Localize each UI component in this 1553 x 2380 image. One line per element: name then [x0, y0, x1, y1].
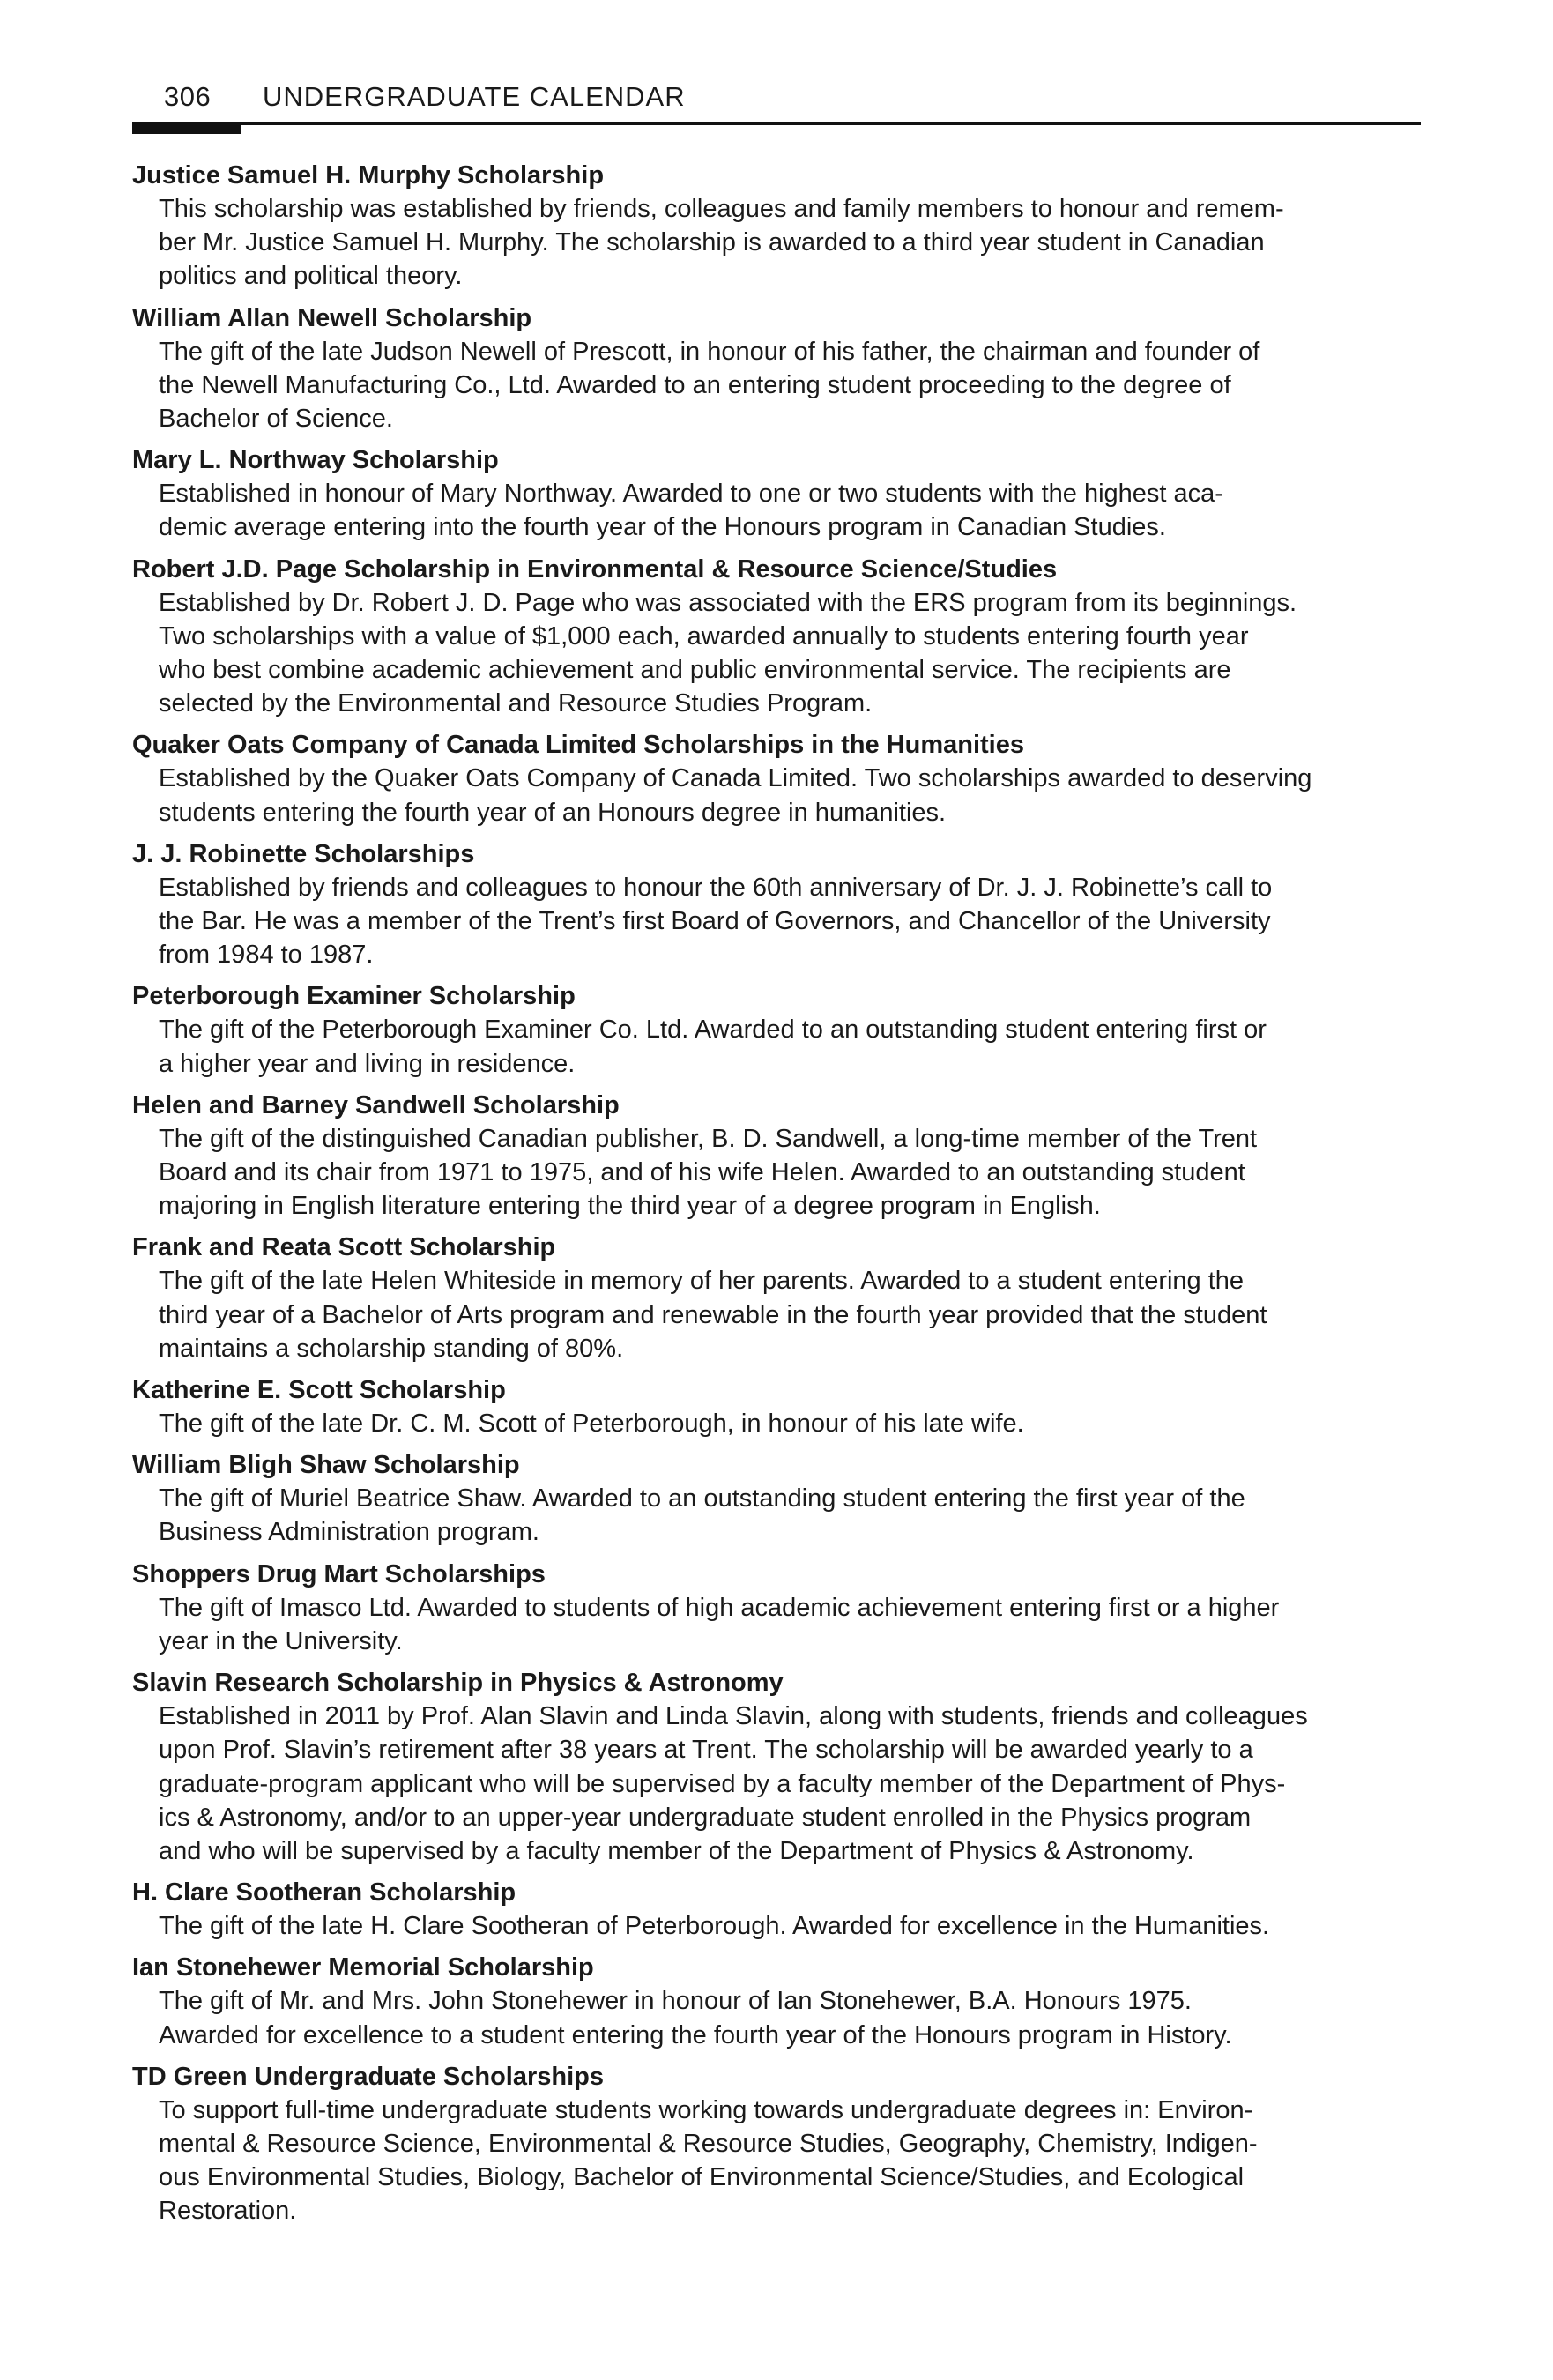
scholarship-description: The gift of the Peterborough Examiner Co. Ltd. Awarded to an outstanding student entering first or a higher year and living in residence. — [159, 1015, 1267, 1078]
scholarship-title: Justice Samuel H. Murphy Scholarship — [132, 161, 605, 190]
scholarship-description: The gift of Mr. and Mrs. John Stonehewer in honour of Ian Stonehewer, B.A. Honours 1975. Awarded for excellence to a student entering the fourth year of the Honours program in History. — [159, 1987, 1232, 2049]
scholarship-title: Quaker Oats Company of Canada Limited Scholarships in the Humanities — [132, 731, 1024, 760]
scholarship-title: Peterborough Examiner Scholarship — [132, 982, 576, 1011]
scholarship-description: To support full-time undergraduate students working towards undergraduate degrees in: Environ- mental & Resource Science, Environmental & Resource Studies, Geography, Chemistry, Indigen- ous Environmental Studies, Biology, Bachelor of Environmental Science/Studies, and Ecological Restoration. — [159, 2095, 1258, 2226]
page-number: 306 — [164, 81, 212, 112]
scholarship-description: Established by the Quaker Oats Company of Canada Limited. Two scholarships awarded to deserving students entering the fourth year of an Honours degree in humanities. — [159, 764, 1312, 827]
scholarship-description: The gift of Muriel Beatrice Shaw. Awarded to an outstanding student entering the first year of the Business Administration program. — [159, 1484, 1245, 1547]
scholarship-description: This scholarship was established by friends, colleagues and family members to honour and remem- ber Mr. Justice Samuel H. Murphy. The scholarship is awarded to a third year student in Canadian politics and political theory. — [159, 195, 1284, 291]
scholarship-description: The gift of the late Judson Newell of Prescott, in honour of his father, the chairman and founder of the Newell Manufacturing Co., Ltd. Awarded to an entering student proceeding to the degree of Bachelor of Science. — [159, 337, 1260, 434]
scholarship-entry — [132, 1231, 1428, 1365]
scholarship-title: Frank and Reata Scott Scholarship — [132, 1233, 556, 1262]
scholarship-description: The gift of the late H. Clare Sootheran of Peterborough. Awarded for excellence in the Humanities. — [159, 1912, 1270, 1941]
scholarship-title: Slavin Research Scholarship in Physics & Astronomy — [132, 1669, 784, 1698]
scholarship-entry — [132, 1373, 1428, 1440]
scholarship-entry — [132, 159, 1428, 294]
scholarship-entry — [132, 1876, 1428, 1943]
scholarship-title: Ian Stonehewer Memorial Scholarship — [132, 1953, 594, 1982]
scholarship-entry — [132, 837, 1428, 972]
scholarship-entry — [132, 979, 1428, 1080]
scholarship-title: William Bligh Shaw Scholarship — [132, 1451, 520, 1480]
scholarship-description: The gift of the late Helen Whiteside in memory of her parents. Awarded to a student entering the third year of a Bachelor of Arts program and renewable in the fourth year provided that the student maintains a scholarship standing of 80%. — [159, 1267, 1267, 1363]
scholarship-title: H. Clare Sootheran Scholarship — [132, 1878, 516, 1908]
scholarship-entry — [132, 2060, 1428, 2228]
running-head-title: UNDERGRADUATE CALENDAR — [263, 81, 686, 112]
scholarship-entry — [132, 1089, 1428, 1223]
scholarship-description: The gift of Imasco Ltd. Awarded to students of high academic achievement entering first or a higher year in the University. — [159, 1593, 1280, 1655]
header-tab-bar — [132, 122, 241, 134]
scholarship-description: The gift of the distinguished Canadian publisher, B. D. Sandwell, a long-time member of the Trent Board and its chair from 1971 to 1975, and of his wife Helen. Awarded to an outstanding student majoring in English literature entering the third year of a degree program in English. — [159, 1124, 1258, 1221]
scholarship-list — [132, 159, 1428, 2236]
scholarship-title: J. J. Robinette Scholarships — [132, 839, 475, 868]
scholarship-description: Established by friends and colleagues to honour the 60th anniversary of Dr. J. J. Robinette’s call to the Bar. He was a member of the Trent’s first Board of Governors, and Chancellor of the University from 1984 to 1987. — [159, 873, 1273, 970]
header-rule — [132, 122, 1421, 125]
scholarship-title: Robert J.D. Page Scholarship in Environmental & Resource Science/Studies — [132, 554, 1058, 584]
scholarship-entry — [132, 1951, 1428, 2051]
scholarship-title: TD Green Undergraduate Scholarships — [132, 2062, 605, 2091]
scholarship-title: Mary L. Northway Scholarship — [132, 446, 499, 475]
scholarship-title: Katherine E. Scott Scholarship — [132, 1376, 506, 1405]
scholarship-description: Established in 2011 by Prof. Alan Slavin and Linda Slavin, along with students, friends and colleagues upon Prof. Slavin’s retirement after 38 years at Trent. The scholarship will be awarded yearly to a graduate-program applicant who will be supervised by a faculty member of the Department of Phys- ics & Astronomy, and/or to an upper-year undergraduate student enrolled in the Physics program and who will be supervised by a faculty member of the Department of Physics & Astronomy. — [159, 1702, 1308, 1865]
running-head — [132, 81, 1421, 123]
scholarship-entry — [132, 553, 1428, 721]
scholarship-entry — [132, 728, 1428, 829]
scholarship-entry — [132, 1448, 1428, 1549]
scholarship-title: Shoppers Drug Mart Scholarships — [132, 1559, 546, 1588]
scholarship-entry — [132, 301, 1428, 436]
scholarship-entry — [132, 1558, 1428, 1658]
scholarship-description: The gift of the late Dr. C. M. Scott of Peterborough, in honour of his late wife. — [159, 1409, 1024, 1439]
scholarship-title: William Allan Newell Scholarship — [132, 303, 532, 332]
scholarship-description: Established in honour of Mary Northway. Awarded to one or two students with the highest aca- demic average entering into the fourth year of the Honours program in Canadian Studies. — [159, 480, 1223, 542]
scholarship-title: Helen and Barney Sandwell Scholarship — [132, 1090, 620, 1119]
scholarship-entry — [132, 1666, 1428, 1868]
scholarship-description: Established by Dr. Robert J. D. Page who was associated with the ERS program from its beginnings. Two scholarships with a value of $1,000 each, awarded annually to students entering fourth year who best combine academic achievement and public environmental service. The recipients are selected by the Environmental and Resource Studies Program. — [159, 588, 1297, 718]
scholarship-entry — [132, 443, 1428, 544]
